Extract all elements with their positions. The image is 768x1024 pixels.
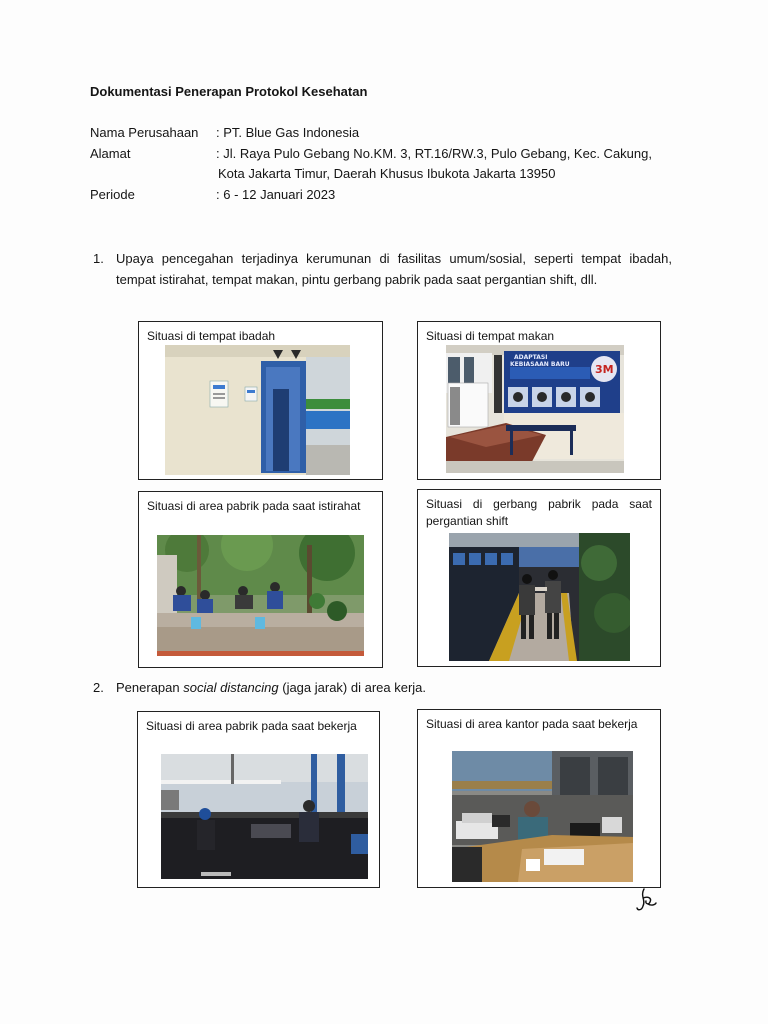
photo-caption: Situasi di gerbang pabrik pada saat pergantian shift: [426, 497, 652, 528]
section-2-text: [116, 677, 672, 698]
address-line-1: : Jl. Raya Pulo Gebang No.KM. 3, RT.16/RW.3, Pulo Gebang, Kec. Cakung,: [216, 146, 652, 161]
period-label: Periode: [90, 187, 135, 202]
photo-card-factory-break: [138, 491, 383, 668]
photo-caption: Situasi di area pabrik pada saat istirahat: [147, 499, 361, 513]
address-line-2: Kota Jakarta Timur, Daerah Khusus Ibukota Jakarta 13950: [218, 166, 556, 181]
address-label: Alamat: [90, 146, 131, 161]
banner-badge: 3M: [595, 363, 614, 376]
section-2-text-italic: social distancing: [183, 680, 279, 695]
prayer-place-photo: [165, 345, 350, 475]
photo-caption: Situasi di tempat makan: [426, 329, 555, 343]
document-title: Dokumentasi Penerapan Protokol Kesehatan: [90, 84, 368, 99]
company-value: : PT. Blue Gas Indonesia: [216, 125, 360, 140]
section-1-text: Upaya pencegahan terjadinya kerumunan di fasilitas umum/sosial, seperti tempat ibadah, tempat istirahat, tempat makan, pintu gerbang pabrik pada saat pergantian shift, dll.: [116, 251, 672, 287]
factory-gate-photo: [449, 533, 630, 661]
section-1-number: 1.: [93, 251, 104, 266]
photo-card-eating-place: [417, 321, 661, 480]
section-2-text-before: Penerapan: [116, 680, 184, 695]
eating-place-photo: [446, 345, 624, 473]
factory-break-photo: [157, 535, 364, 656]
photo-card-office-working: [417, 709, 661, 888]
period-value: : 6 - 12 Januari 2023: [216, 187, 336, 202]
photo-caption: Situasi di area pabrik pada saat bekerja: [146, 719, 357, 733]
banner-text-2: KEBIASAAN BARU: [510, 361, 570, 368]
section-2-number: 2.: [93, 680, 104, 695]
photo-card-prayer-place: [138, 321, 383, 480]
banner-text-1: ADAPTASI: [514, 354, 548, 361]
photo-card-factory-working: [137, 711, 380, 888]
photo-caption: Situasi di tempat ibadah: [147, 329, 276, 343]
office-working-photo: [452, 751, 633, 882]
company-label: Nama Perusahaan: [90, 125, 199, 140]
signature-icon: [634, 886, 658, 914]
photo-caption: Situasi di area kantor pada saat bekerja: [426, 717, 638, 731]
section-2-text-after: (jaga jarak) di area kerja.: [278, 680, 427, 695]
photo-card-factory-gate: [417, 489, 661, 667]
factory-working-photo: [161, 754, 368, 879]
